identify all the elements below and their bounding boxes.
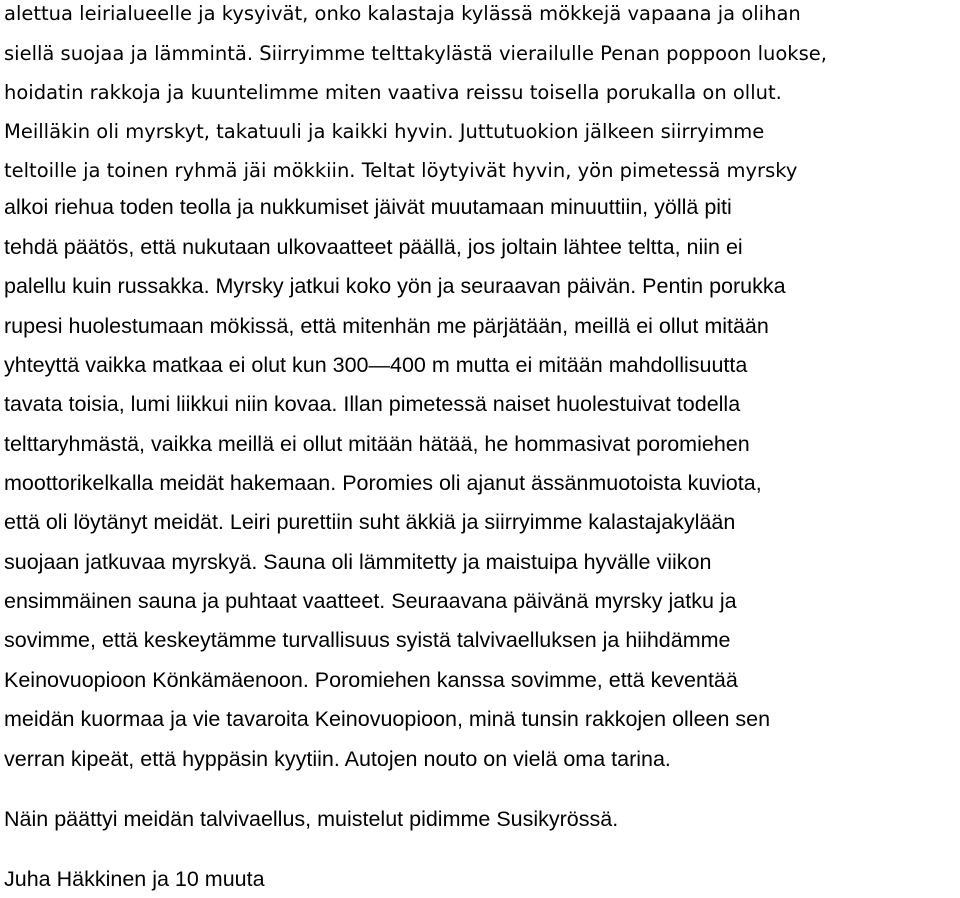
text-line: telttaryhmästä, vaikka meillä ei ollut mitään hätää, he hommasivat poromiehen [4,432,750,456]
text-line: alkoi riehua toden teolla ja nukkumiset jäivät muutamaan minuuttiin, yöllä piti [4,195,732,219]
closing-paragraph: Näin päättyi meidän talvivaellus, muistelut pidimme Susikyrössä. [4,807,619,831]
text-line: verran kipeät, että hyppäsin kyytiin. Autojen nouto on vielä oma tarina. [4,747,671,771]
text-line: Meilläkin oli myrskyt, takatuuli ja kaikki hyvin. Juttutuokion jälkeen siirryimme [4,120,765,143]
text-line: että oli löytänyt meidät. Leiri purettiin suht äkkiä ja siirryimme kalastajakylään [4,510,736,534]
text-line: siellä suojaa ja lämmintä. Siirryimme telttakylästä vierailulle Penan poppoon luokse, [4,42,827,65]
text-line: alettua leirialueelle ja kysyivät, onko kalastaja kylässä mökkejä vapaana ja olihan [4,2,801,25]
text-line: palellu kuin russakka. Myrsky jatkui koko yön ja seuraavan päivän. Pentin porukka [4,274,786,298]
text-line: teltoille ja toinen ryhmä jäi mökkiin. Teltat löytyivät hyvin, yön pimetessä myrsky [4,159,798,182]
text-line: yhteyttä vaikka matkaa ei olut kun 300—400 m mutta ei mitään mahdollisuutta [4,353,748,377]
text-line: sovimme, että keskeytämme turvallisuus syistä talvivaelluksen ja hiihdämme [4,628,731,652]
text-line: tavata toisia, lumi liikkui niin kovaa. Illan pimetessä naiset huolestuivat todella [4,392,741,416]
text-line: suojaan jatkuvaa myrskyä. Sauna oli lämmitetty ja maistuipa hyvälle viikon [4,550,712,574]
signature: Juha Häkkinen ja 10 muuta [4,867,265,891]
text-line: ensimmäinen sauna ja puhtaat vaatteet. Seuraavana päivänä myrsky jatku ja [4,589,737,613]
text-line: tehdä päätös, että nukutaan ulkovaatteet päällä, jos joltain lähtee teltta, niin ei [4,235,743,259]
text-line: hoidatin rakkoja ja kuuntelimme miten vaativa reissu toisella porukalla on ollut. [4,81,782,104]
text-line: Keinovuopioon Könkämäenoon. Poromiehen kanssa sovimme, että keventää [4,668,738,692]
text-line: meidän kuormaa ja vie tavaroita Keinovuopioon, minä tunsin rakkojen olleen sen [4,707,771,731]
text-line: moottorikelkalla meidät hakemaan. Poromies oli ajanut ässänmuotoista kuviota, [4,471,762,495]
text-line: rupesi huolestumaan mökissä, että mitenhän me pärjätään, meillä ei ollut mitään [4,314,769,338]
